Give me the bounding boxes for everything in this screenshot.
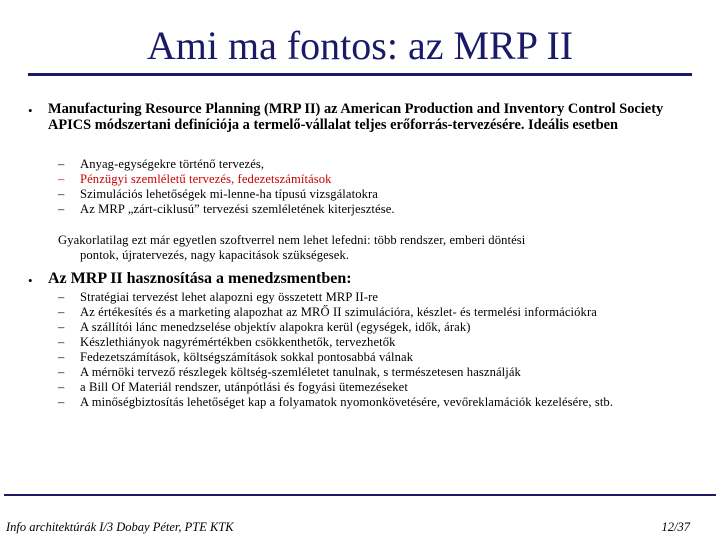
section2-heading: Az MRP II hasznosítása a menedzsmentben: xyxy=(48,270,352,287)
list-item xyxy=(58,202,698,217)
page-number: 12/37 xyxy=(661,520,690,534)
list-item-text: Stratégiai tervezést lehet alapozni egy összetett MRP II-re xyxy=(80,290,379,304)
list-item-text: Anyag-egységekre történő tervezés, xyxy=(80,157,265,171)
list-item-text: Készlethiányok nagyrémértékben csökkenthetők, tervezhetők xyxy=(80,335,396,349)
bullet-marker: • xyxy=(28,273,33,288)
note-line-2: pontok, újratervezés, nagy kapacitások szükségesek. xyxy=(80,248,350,262)
list-item xyxy=(58,350,698,365)
dash-marker: – xyxy=(58,157,65,171)
dash-marker: – xyxy=(58,350,65,364)
list-item-text: A mérnöki tervező részlegek költség-szemléletet tanulnak, s természetesen használják xyxy=(80,365,521,379)
footer-credit: Info architektúrák I/3 Dobay Péter, PTE KTK xyxy=(6,520,234,534)
dash-marker: – xyxy=(58,290,65,304)
dash-marker: – xyxy=(58,365,65,379)
title-underline xyxy=(28,73,692,76)
list-item xyxy=(58,305,698,320)
dash-marker: – xyxy=(58,395,65,409)
dash-marker: – xyxy=(58,380,65,394)
footer-divider xyxy=(4,494,716,496)
list-item-text: Szimulációs lehetőségek mi-lenne-ha típusú vizsgálatokra xyxy=(80,187,378,201)
list-item xyxy=(58,172,698,187)
list-item xyxy=(58,365,698,380)
section1-heading: Manufacturing Resource Planning (MRP II) az American Production and Inventory Control Society APICS módszertani definíciója a termelő-vállalat teljes erőforrás-tervezésére. Ideális esetben xyxy=(48,101,664,133)
list-item-text: a Bill Of Materiál rendszer, utánpótlási és fogyási ütemezéseket xyxy=(80,380,408,394)
list-item xyxy=(58,335,698,350)
dash-marker: – xyxy=(58,320,65,334)
list-item xyxy=(58,187,698,202)
list-item-text: Az értékesítés és a marketing alapozhat az MRŐ II szimulációra, készlet- és termelési információkra xyxy=(80,305,597,319)
list-item-text: Fedezetszámítások, költségszámítások sokkal pontosabbá válnak xyxy=(80,350,414,364)
list-item-text: Az MRP „zárt-ciklusú” tervezési szemléletének kiterjesztése. xyxy=(80,202,395,216)
section2-list xyxy=(58,290,698,410)
dash-marker: – xyxy=(58,305,65,319)
note-line-1: Gyakorlatilag ezt már egyetlen szoftverrel nem lehet lefedni: több rendszer, emberi döntési xyxy=(58,233,526,247)
list-item xyxy=(58,320,698,335)
dash-marker: – xyxy=(58,335,65,349)
dash-marker: – xyxy=(58,187,65,201)
dash-marker: – xyxy=(58,202,65,216)
bullet-marker: • xyxy=(28,103,33,118)
section1-list xyxy=(58,157,698,217)
list-item xyxy=(58,157,698,172)
list-item-text: Pénzügyi szemléletű tervezés, fedezetszámítások xyxy=(80,172,332,186)
list-item xyxy=(58,380,698,395)
section1-note xyxy=(58,233,698,263)
list-item xyxy=(58,395,698,410)
slide-title: Ami ma fontos: az MRP II xyxy=(146,23,574,68)
dash-marker: – xyxy=(58,172,65,186)
list-item-text: A szállítói lánc menedzselése objektív alapokra kerül (egységek, idők, árak) xyxy=(80,320,471,334)
list-item-text: A minőségbiztosítás lehetőséget kap a folyamatok nyomonkövetésére, vevőreklamációk kezelésére, stb. xyxy=(80,395,614,409)
list-item xyxy=(58,290,698,305)
